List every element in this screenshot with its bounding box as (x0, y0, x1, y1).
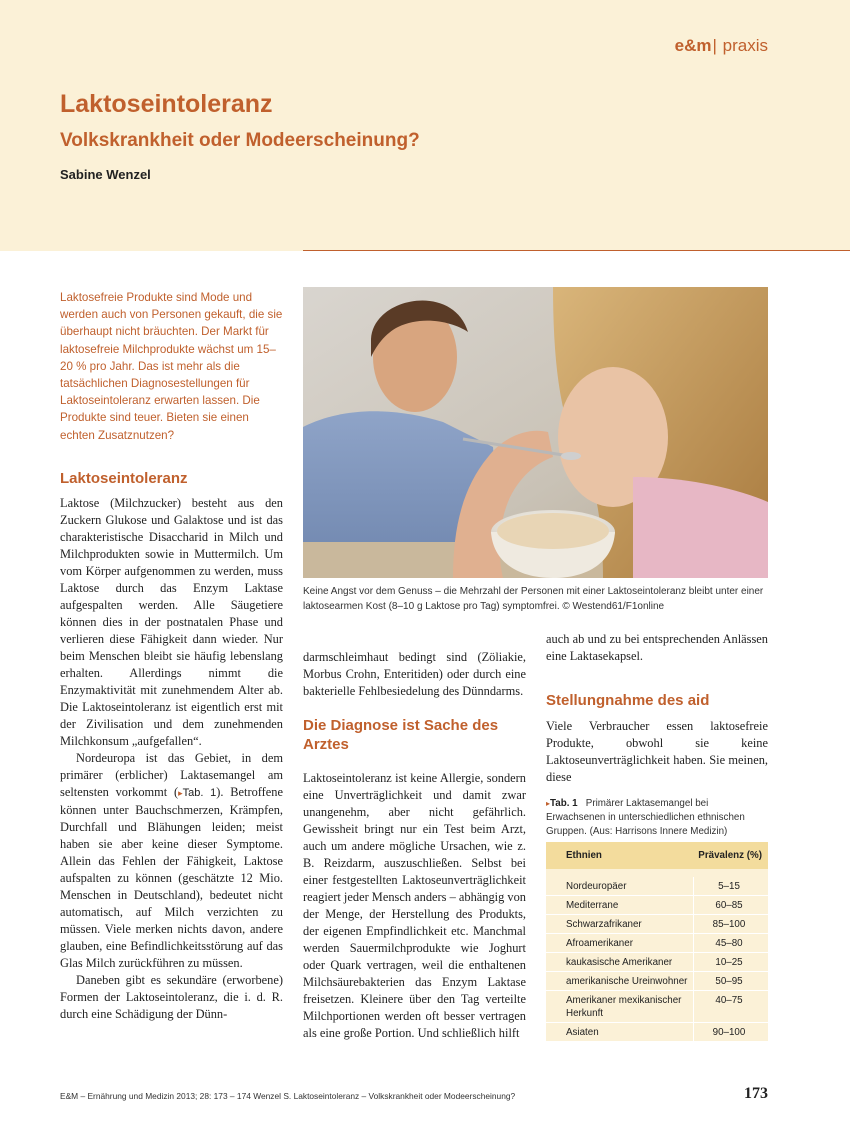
column-3 (546, 631, 768, 665)
table-row (546, 934, 768, 953)
column-1 (60, 495, 283, 1023)
brand-section: praxis (722, 36, 768, 55)
brand-em: e&m (674, 36, 712, 55)
table-cell-value: 60–85 (715, 900, 743, 911)
lead-text: Laktosefreie Produkte sind Mode und werden auch von Personen gekauft, die sie überhaupt nicht bräuchten. Der Markt für laktosefreie Milchprodukte wächst um 15–20 % pro Jahr. Das ist mehr als die tatsächlichen Diagnosestellungen für Laktoseintoleranz erwarten lassen. Die Produkte sind teuer. Bieten sie einen echten Zusatznutzen? (60, 291, 283, 442)
table-cell-name: Amerikaner mexikanischer Herkunft (546, 991, 694, 1022)
lead-paragraph (60, 289, 284, 444)
page-number: 173 (744, 1085, 768, 1102)
table-cell-value: 40–75 (715, 995, 743, 1006)
table-cell-name: Schwarzafrikaner (546, 915, 694, 933)
table-cell-name: Afroamerikaner (546, 934, 694, 952)
body-text: Nordeuropa ist das Gebiet, in dem primärer (erblicher) Laktasemangel am seltensten vorkommt ( (60, 751, 283, 799)
column-2-body (303, 770, 526, 1042)
table-row (546, 915, 768, 934)
table-header (546, 842, 768, 869)
journal-brand (675, 36, 768, 56)
table-row (546, 1023, 768, 1042)
table-cell-name: Nordeuropäer (546, 877, 694, 895)
table-cell-value: 50–95 (715, 976, 743, 987)
reference-arrow-icon: ▸ (178, 788, 183, 798)
table-row (546, 877, 768, 896)
table-row (546, 972, 768, 991)
table-row (546, 896, 768, 915)
table-header-praevalenz: Prävalenz (%) (698, 850, 762, 861)
photo-couple-drinking-icon (303, 287, 768, 578)
body-paragraph: auch ab und zu bei entsprechenden Anlässen eine Laktasekapsel. (546, 632, 768, 663)
body-paragraph: Laktoseintoleranz ist keine Allergie, sondern eine Unverträglichkeit und damit zwar unangenehm, aber nicht gefährlich. Gewissheit bringt nur ein Test beim Arzt, auch um andere mögliche Ursachen, wie z. B. Reizdarm, auszuschließen. Selbst bei einer festgestellten Laktoseunverträglichkeit reagiert jeder Mensch anders – abhängig von der Menge, der Herstellung des Produkts, der eigenen Empfindlichkeit etc. Manchmal werden Sauermilchprodukte wie Joghurt oder Quark vertragen, weil die enthaltenen Milchsäurebakterien das Enzym Laktase freisetzen. Kleinere über den Tag verteilte Milchportionen werden oft besser vertragen als eine große Portion. Und schließlich hilft (303, 771, 526, 1040)
table-header-ethnien: Ethnien (566, 850, 602, 861)
table-cell-name: Asiaten (546, 1023, 694, 1041)
table-cell-value: 45–80 (715, 938, 743, 949)
section-heading-stellungnahme: Stellungnahme des aid (546, 692, 710, 709)
body-paragraph: Viele Verbraucher essen laktosefreie Produkte, obwohl sie keine Laktoseunverträglichkeit haben. Sie meinen, diese (546, 719, 768, 784)
table-cell-name: Mediterrane (546, 896, 694, 914)
section-heading-diagnose: Die Diagnose ist Sache des Arztes (303, 717, 499, 753)
table-reference-link[interactable]: Tab. 1 (182, 787, 217, 799)
brand-separator: | (712, 36, 717, 55)
photo-caption: Keine Angst vor dem Genuss – die Mehrzahl der Personen mit einer Laktoseintoleranz bleibt unter einer laktosearmen Kost (8–10 g Laktose pro Tag) symptomfrei. © Westend61/F1online (303, 586, 764, 612)
table-cell-value: 90–100 (712, 1027, 746, 1038)
table-cell-value: 85–100 (712, 919, 746, 930)
article-title: Laktoseintoleranz (60, 90, 273, 118)
table-row (546, 991, 768, 1023)
table-row (546, 953, 768, 972)
article-subtitle: Volkskrankheit oder Modeerscheinung? (60, 130, 420, 151)
body-paragraph (60, 750, 283, 972)
body-text: ). Betroffene können unter Bauchschmerzen, Krämpfen, Durchfall und Blähungen leiden; meist haben sie aber keine dieser Symptome. Allein das Fehlen der Fähigkeit, Laktose aufspalten zu können (geschätzte 12 Mio. Menschen in Deutschland), bedeutet nicht automatisch, auf Milch verzichten zu müssen. Viele merken nichts davon, andere glauben, eine Befindlichkeitsstörung auf das Glas Milch zurückführen zu müssen. (60, 785, 284, 970)
table-caption (546, 797, 770, 839)
column-2 (303, 649, 526, 700)
prevalence-table (546, 842, 768, 1042)
table-cell-value: 10–25 (715, 957, 743, 968)
footer-citation: E&M – Ernährung und Medizin 2013; 28: 173 – 174 Wenzel S. Laktoseintoleranz – Volkskrankheit oder Modeerscheinung? (60, 1091, 516, 1101)
table-caption-text: Primärer Laktasemangel bei Erwachsenen in unterschiedlichen ethnischen Gruppen. (Aus: Harrisons Innere Medizin) (546, 798, 745, 837)
table-cell-value: 5–15 (718, 881, 740, 892)
author-name: Sabine Wenzel (60, 167, 151, 182)
section-heading-laktoseintoleranz: Laktoseintoleranz (60, 470, 188, 487)
article-photo (303, 287, 768, 578)
body-paragraph: Daneben gibt es sekundäre (erworbene) Formen der Laktoseintoleranz, die i. d. R. durch eine Schädigung der Dünn- (60, 973, 283, 1021)
table-marker-icon: ▸ (546, 799, 551, 808)
body-paragraph: Laktose (Milchzucker) besteht aus den Zuckern Glukose und Galaktose und ist das charakteristische Disaccharid in Milch und Milchprodukten sowie in Muttermilch. Um vom Körper aufgenommen zu werden, muss Laktose durch das Enzym Laktase aufgespalten werden. Alle Säugetiere können dies in der postnatalen Phase und verlieren diese Fähigkeit dann wieder. Nur beim Menschen bleibt sie häufig lebenslang erhalten. Allerdings nimmt die Enzymaktivität mit zunehmendem Alter ab. Die Laktoseintoleranz ist eigentlich erst mit der Zivilisation und dem zunehmenden Milchkonsum „aufgefallen“. (60, 496, 283, 748)
column-3-body (546, 718, 768, 786)
body-paragraph: darmschleimhaut bedingt sind (Zöliakie, Morbus Crohn, Enteritiden) oder durch eine bakterielle Fehlbesiedelung des Dünndarms. (303, 650, 526, 698)
table-spacer (546, 869, 768, 877)
table-label: Tab. 1 (550, 798, 578, 809)
table-cell-name: kaukasische Amerikaner (546, 953, 694, 971)
table-cell-name: amerikanische Ureinwohner (546, 972, 694, 990)
header-rule (303, 250, 850, 251)
